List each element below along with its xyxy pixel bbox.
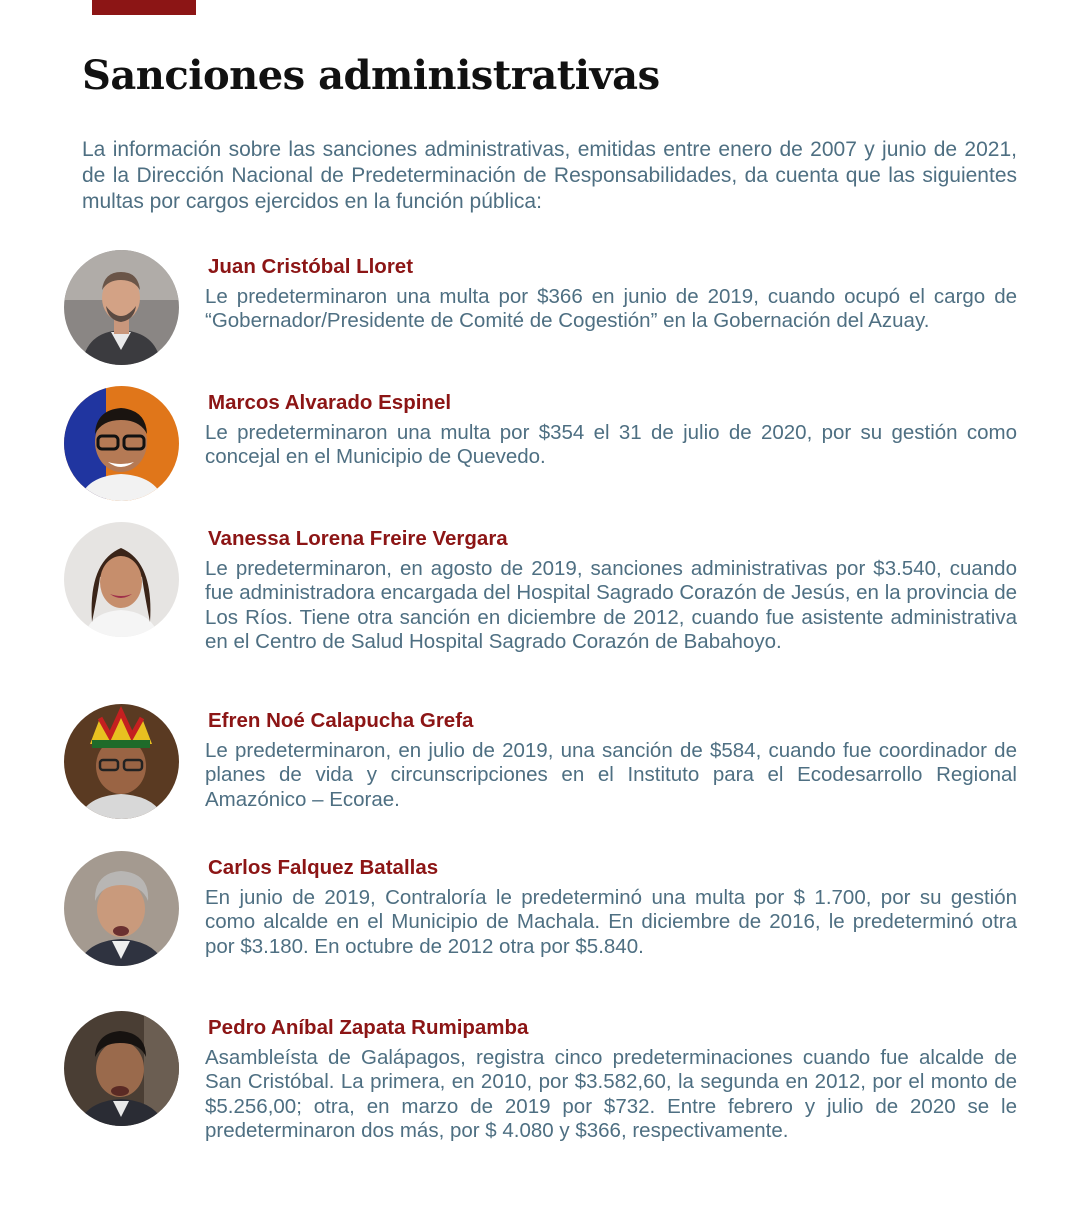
person-name: Marcos Alvarado Espinel bbox=[208, 391, 452, 414]
person-description: Le predeterminaron una multa por $354 el 31 de julio de 2020, por su gestión como concejal en el Municipio de Quevedo. bbox=[205, 421, 1017, 469]
page-title: Sanciones administrativas bbox=[82, 52, 660, 99]
person-name: Pedro Aníbal Zapata Rumipamba bbox=[208, 1016, 529, 1039]
portrait-photo bbox=[64, 386, 179, 501]
portrait-photo bbox=[64, 1011, 179, 1126]
avatar bbox=[64, 386, 179, 501]
avatar bbox=[64, 1011, 179, 1126]
person-name: Efren Noé Calapucha Grefa bbox=[208, 709, 474, 732]
portrait-photo bbox=[64, 704, 179, 819]
intro-paragraph: La información sobre las sanciones administrativas, emitidas entre enero de 2007 y junio de 2021, de la Dirección Nacional de Predeterminación de Responsabilidades, da cuenta que las siguientes multas por cargos ejercidos en la función pública: bbox=[82, 138, 1017, 213]
avatar bbox=[64, 704, 179, 819]
person-name: Vanessa Lorena Freire Vergara bbox=[208, 527, 508, 550]
portrait-photo bbox=[64, 250, 179, 365]
avatar bbox=[64, 250, 179, 365]
avatar bbox=[64, 522, 179, 637]
person-name: Carlos Falquez Batallas bbox=[208, 856, 439, 879]
person-description: Le predeterminaron, en agosto de 2019, sanciones administrativas por $3.540, cuando fue administradora encargada del Hospital Sagrado Corazón de Jesús, en la provincia de Los Ríos. Tiene otra sanción en diciembre de 2012, cuando fue asistente administrativa en el Centro de Salud Hospital Sagrado Corazón de Babahoyo. bbox=[205, 557, 1017, 654]
person-description: Le predeterminaron, en julio de 2019, una sanción de $584, cuando fue coordinador de planes de vida y circunscripciones en el Instituto para el Ecodesarrollo Regional Amazónico – Ecorae. bbox=[205, 739, 1017, 811]
avatar bbox=[64, 851, 179, 966]
person-description: En junio de 2019, Contraloría le predeterminó una multa por $ 1.700, por su gestión como alcalde en el Municipio de Machala. En diciembre de 2016, le predeterminó otra por $3.180. En octubre de 2012 otra por $5.840. bbox=[205, 886, 1017, 958]
accent-bar bbox=[92, 0, 196, 15]
portrait-photo bbox=[64, 522, 179, 637]
person-description: Le predeterminaron una multa por $366 en junio de 2019, cuando ocupó el cargo de “Gobernador/Presidente de Comité de Cogestión” en la Gobernación del Azuay. bbox=[205, 285, 1017, 333]
person-description: Asambleísta de Galápagos, registra cinco predeterminaciones cuando fue alcalde de San Cristóbal. La primera, en 2010, por $3.582,60, la segunda en 2012, por el monto de $5.256,00; otra, en marzo de 2019 por $732. Entre febrero y julio de 2020 se le predeterminaron dos más, por $ 4.080 y $366, respectivamente. bbox=[205, 1046, 1017, 1143]
person-name: Juan Cristóbal Lloret bbox=[208, 255, 414, 278]
portrait-photo bbox=[64, 851, 179, 966]
